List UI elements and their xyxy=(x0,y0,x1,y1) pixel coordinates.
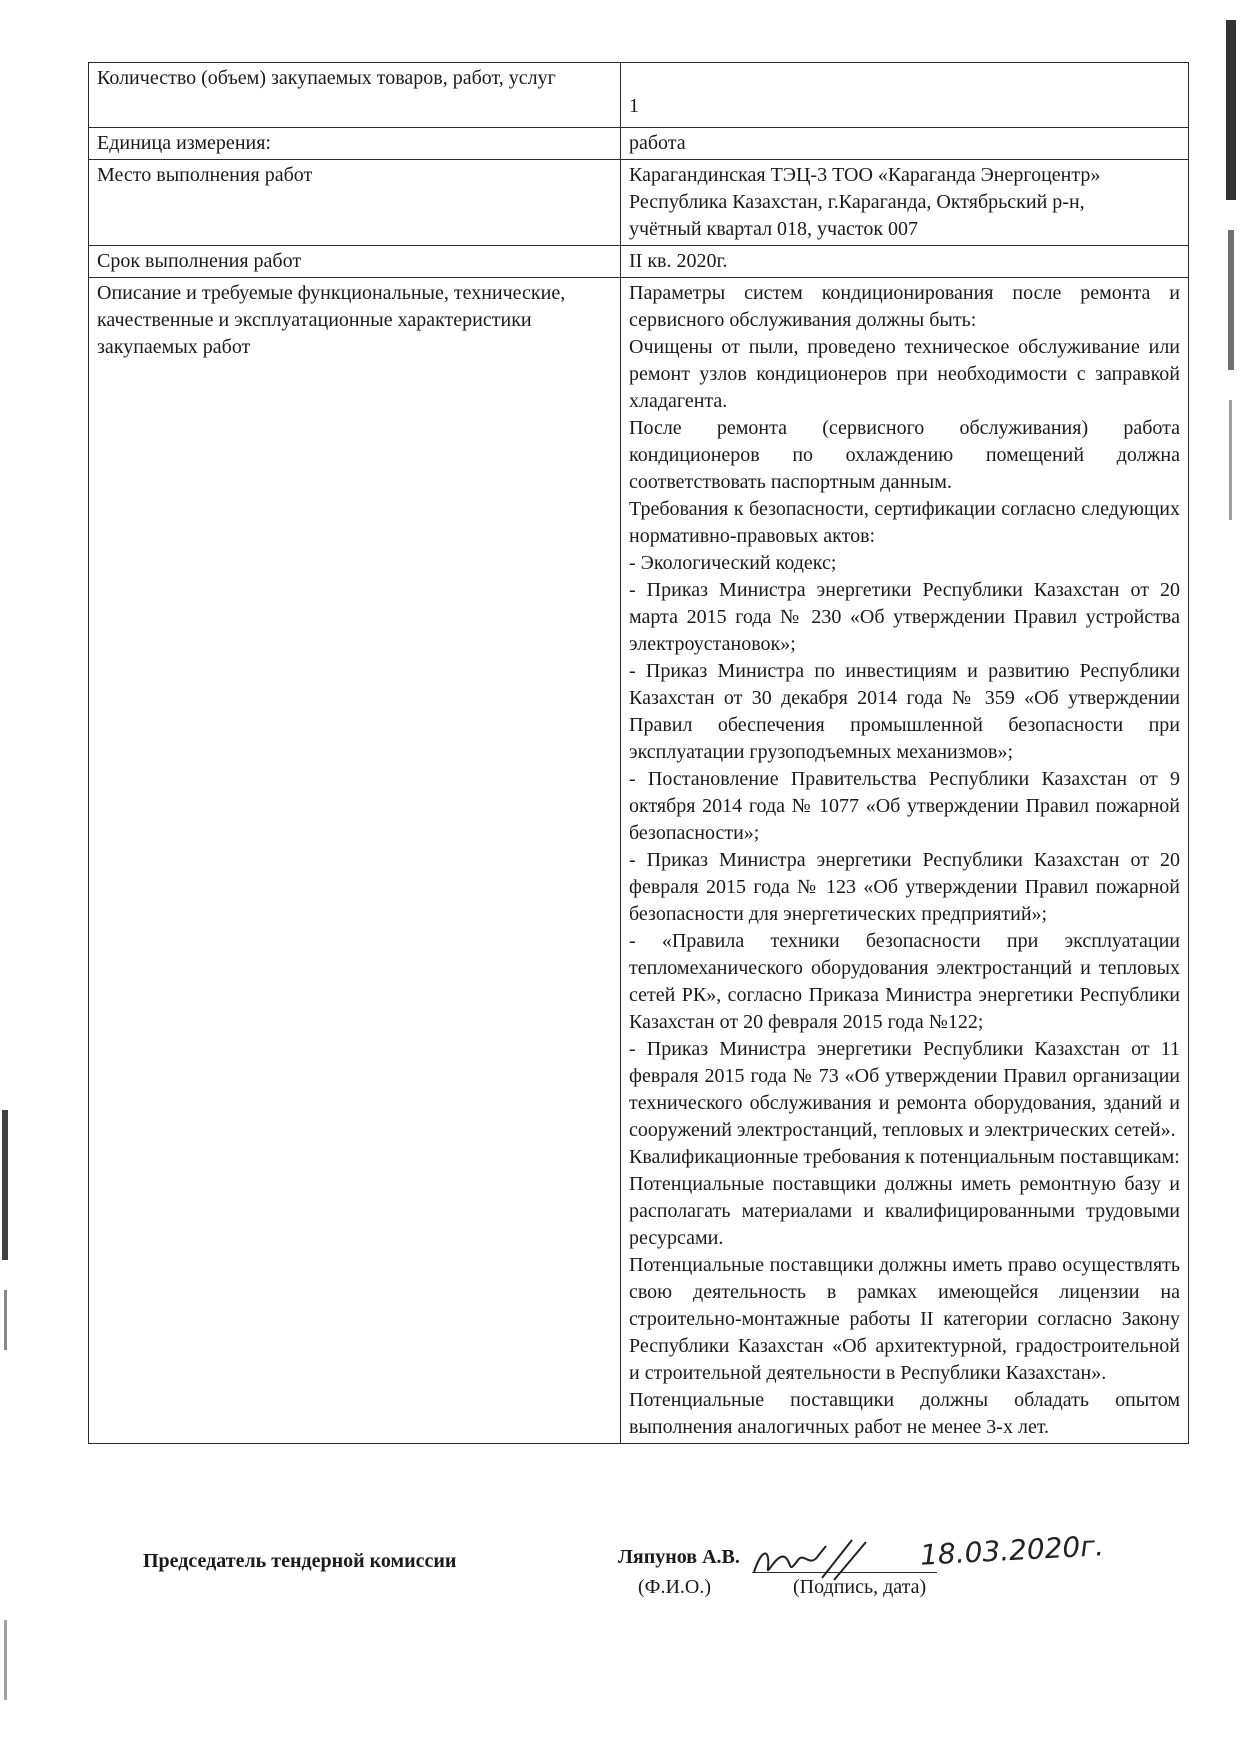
description-label-text: Описание и требуемые функциональные, технические, качественные и эксплуатационные характеристики закупаемых работ xyxy=(97,282,566,358)
chairman-title: Председатель тендерной комиссии xyxy=(143,1550,457,1572)
description-paragraph: Квалификационные требования к потенциальным поставщикам: xyxy=(629,1146,1180,1168)
term-label-text: Срок выполнения работ xyxy=(97,250,302,272)
scan-edge-mark xyxy=(2,1110,8,1260)
scan-edge-mark xyxy=(1226,20,1236,200)
scan-edge-mark xyxy=(4,1290,7,1350)
description-label xyxy=(89,278,621,1444)
place-line: Республика Казахстан, г.Караганда, Октябрьский р-н, xyxy=(629,191,1085,213)
table-row-place xyxy=(89,160,1189,246)
handwritten-date: 18.03.2020г. xyxy=(919,1529,1105,1572)
unit-cell xyxy=(621,128,1189,160)
table-row-quantity xyxy=(89,63,1189,128)
description-paragraph: Потенциальные поставщики должны иметь право осуществлять свою деятельность в рамках имеющейся лицензии на строительно-монтажные работы II категории согласно Закону Республики Казахстан «Об архитектурной, градостроительной и строительной деятельности в Республики Казахстан». xyxy=(629,1254,1180,1384)
description-paragraph: - Приказ Министра по инвестициям и развитию Республики Казахстан от 30 декабря 2014 года № 359 «Об утверждении Правил обеспечения промышленной безопасности при эксплуатации грузоподъемных механизмов»; xyxy=(629,660,1180,763)
unit-label-text: Единица измерения: xyxy=(97,132,271,154)
term-cell xyxy=(621,246,1189,278)
description-paragraph: Потенциальные поставщики должны обладать опытом выполнения аналогичных работ не менее 3-х лет. xyxy=(629,1389,1180,1438)
description-cell xyxy=(621,278,1189,1444)
unit-value: работа xyxy=(629,132,686,154)
description-paragraph: Требования к безопасности, сертификации согласно следующих нормативно-правовых актов: xyxy=(629,498,1180,547)
term-label xyxy=(89,246,621,278)
signature-hint: (Подпись, дата) xyxy=(793,1576,927,1598)
place-label xyxy=(89,160,621,246)
description-paragraph: - Приказ Министра энергетики Республики Казахстан от 11 февраля 2015 года № 73 «Об утверждении Правил организации технического обслуживания и ремонта оборудования, зданий и сооружений электростанций, тепловых и электрических сетей». xyxy=(629,1038,1180,1141)
scan-edge-mark xyxy=(1228,230,1234,370)
description-paragraph: - Экологический кодекс; xyxy=(629,552,837,574)
table-row-term xyxy=(89,246,1189,278)
place-line: Карагандинская ТЭЦ-3 ТОО «Караганда Энергоцентр» xyxy=(629,164,1101,186)
scan-edge-mark xyxy=(1229,400,1232,520)
quantity-value: 1 xyxy=(629,95,639,117)
description-paragraph: Параметры систем кондиционирования после ремонта и сервисного обслуживания должны быть: xyxy=(629,282,1180,331)
table-row-unit xyxy=(89,128,1189,160)
description-paragraph: Потенциальные поставщики должны иметь ремонтную базу и располагать материалами и квалифицированными трудовыми ресурсами. xyxy=(629,1173,1180,1249)
term-value: II кв. 2020г. xyxy=(629,250,728,272)
place-label-text: Место выполнения работ xyxy=(97,164,313,186)
table-row-description xyxy=(89,278,1189,1444)
description-paragraph: - Приказ Министра энергетики Республики Казахстан от 20 февраля 2015 года № 123 «Об утверждении Правил пожарной безопасности для энергетических предприятий»; xyxy=(629,849,1180,925)
description-paragraph: После ремонта (сервисного обслуживания) работа кондиционеров по охлаждению помещений должна соответствовать паспортным данным. xyxy=(629,417,1180,493)
signature-block xyxy=(0,1529,1240,1618)
quantity-label-text: Количество (объем) закупаемых товаров, работ, услуг xyxy=(97,67,556,89)
fio-hint: (Ф.И.О.) xyxy=(638,1576,712,1598)
place-cell xyxy=(621,160,1189,246)
description-paragraph: Очищены от пыли, проведено техническое обслуживание или ремонт узлов кондиционеров при необходимости с заправкой хладагента. xyxy=(629,336,1180,412)
unit-label xyxy=(89,128,621,160)
specification-table xyxy=(88,62,1189,1444)
description-paragraph: - Приказ Министра энергетики Республики Казахстан от 20 марта 2015 года № 230 «Об утверждении Правил устройства электроустановок»; xyxy=(629,579,1180,655)
scan-edge-mark xyxy=(4,1620,7,1700)
place-line: учётный квартал 018, участок 007 xyxy=(629,218,919,240)
signer-name: Ляпунов А.В. xyxy=(618,1546,740,1568)
quantity-label xyxy=(89,63,621,128)
description-paragraph: - Постановление Правительства Республики Казахстан от 9 октября 2014 года № 1077 «Об утверждении Правил пожарной безопасности»; xyxy=(629,768,1180,844)
description-paragraph: - «Правила техники безопасности при эксплуатации тепломеханического оборудования электростанций и тепловых сетей РК», согласно Приказа Министра энергетики Республики Казахстан от 20 февраля 2015 года №122; xyxy=(629,930,1180,1033)
quantity-cell xyxy=(621,63,1189,128)
